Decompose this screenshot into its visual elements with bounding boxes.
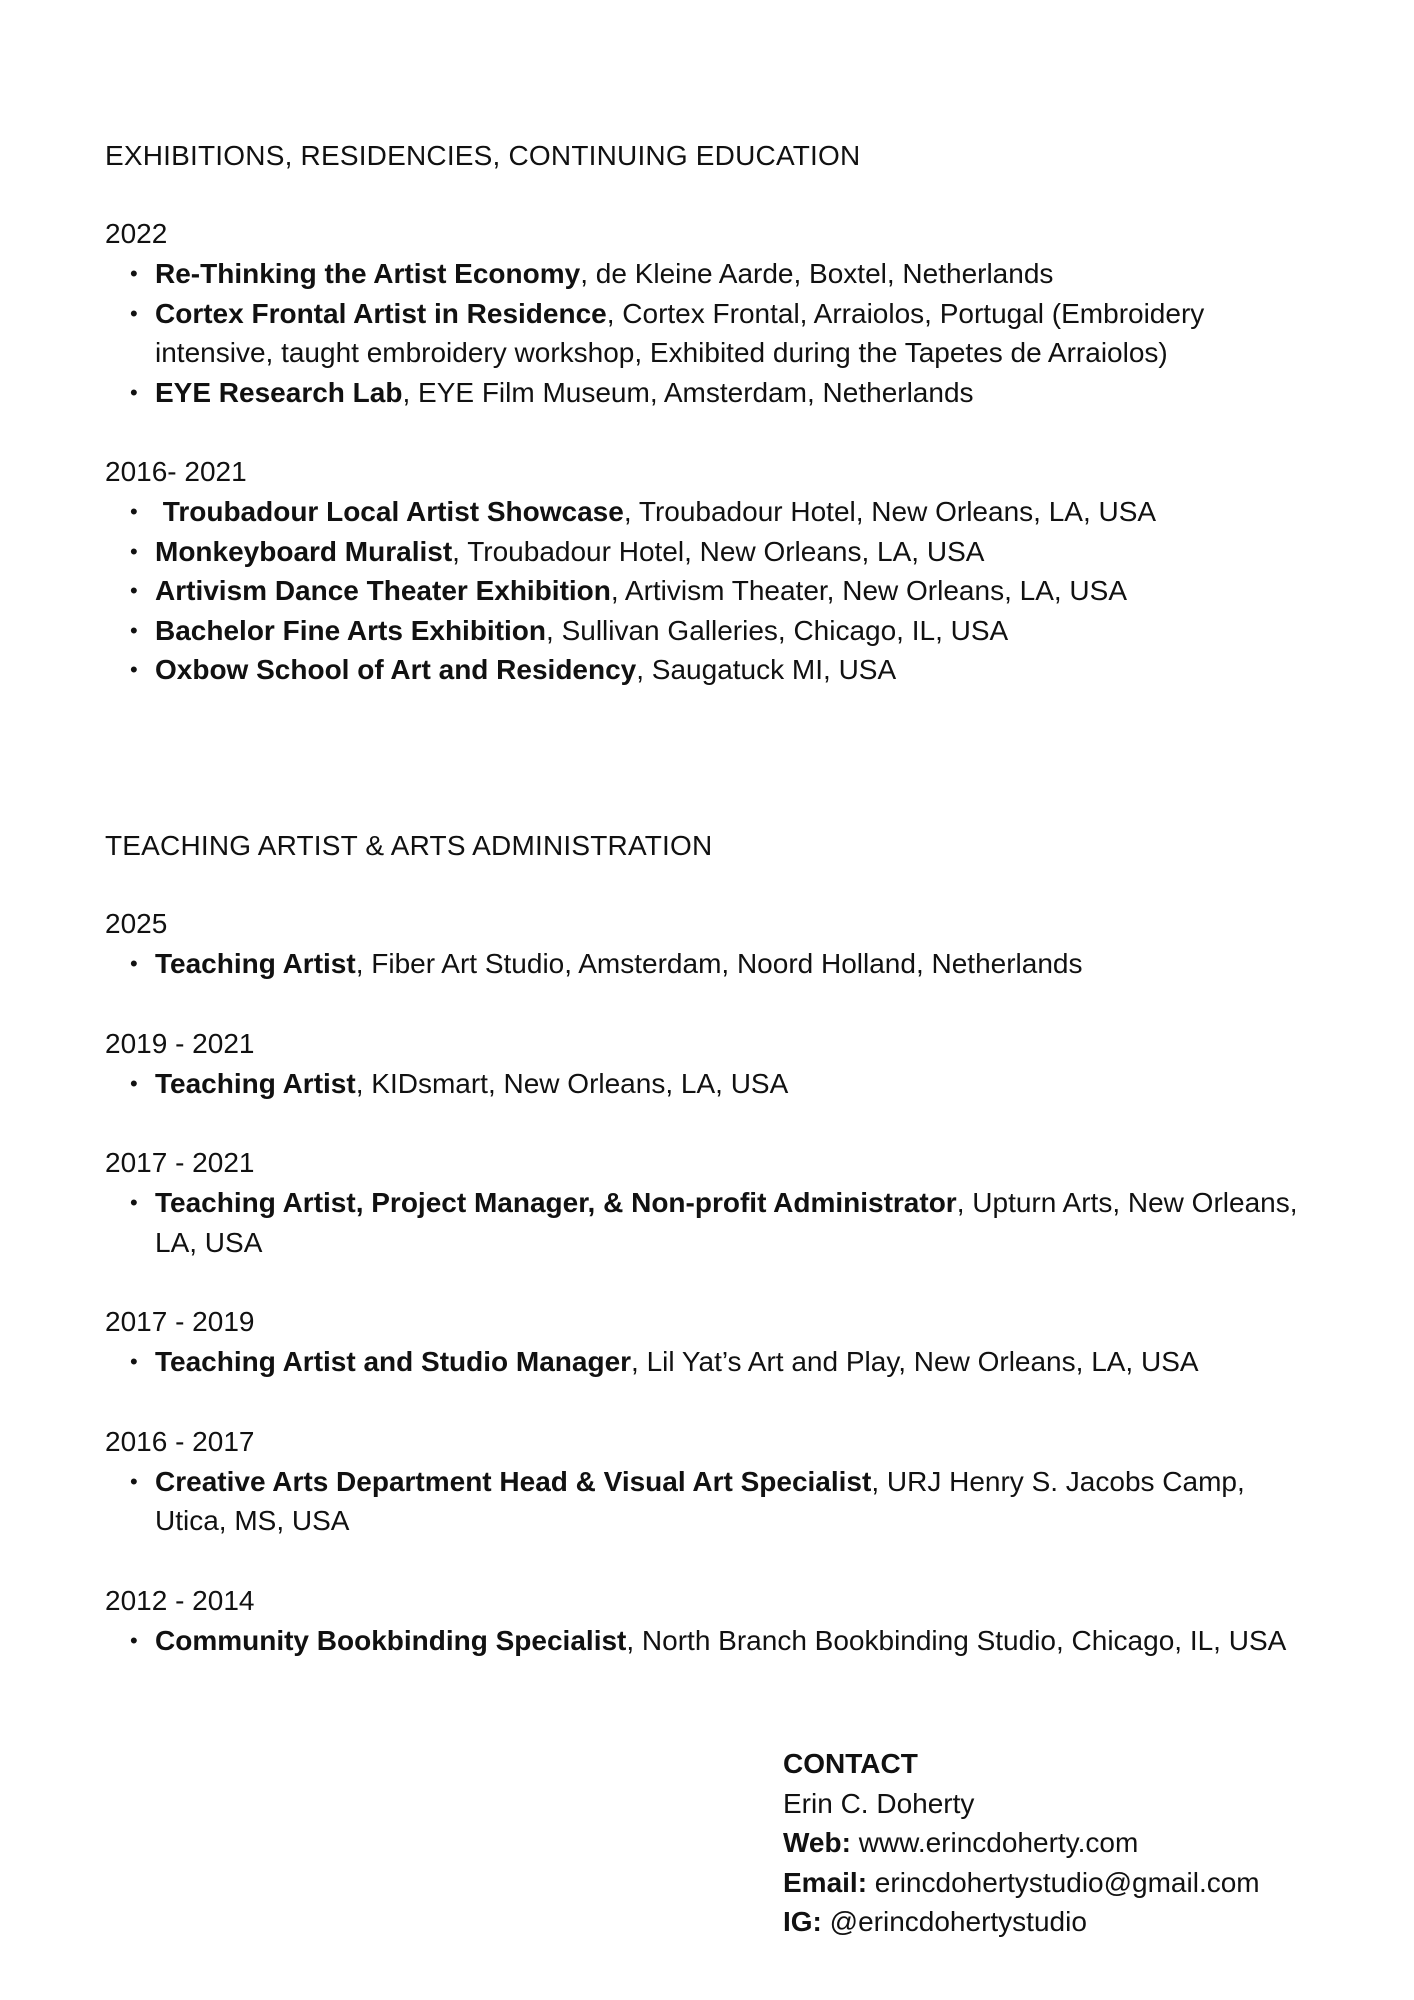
list-item	[155, 611, 1345, 651]
section-exhibitions	[105, 136, 1345, 730]
list-item	[155, 1183, 1345, 1262]
item-details: , Lil Yat’s Art and Play, New Orleans, LA, USA	[631, 1346, 1199, 1377]
list-item	[155, 1064, 1345, 1104]
list-item	[155, 650, 1345, 690]
list-item	[155, 254, 1345, 294]
contact-ig	[783, 1902, 1383, 1942]
item-title: Teaching Artist and Studio Manager	[155, 1346, 632, 1377]
item-title: Re-Thinking the Artist Economy	[155, 258, 581, 289]
item-list	[105, 1183, 1345, 1262]
item-details: , Cortex Frontal, Arraiolos, Portugal (Embroidery intensive, taught embroidery workshop, Exhibited during the Tapetes de Arraiolos)	[155, 297, 1205, 368]
year-label: 2017 - 2021	[105, 1147, 255, 1178]
section-title: EXHIBITIONS, RESIDENCIES, CONTINUING EDUCATION	[105, 140, 861, 171]
item-details: , Troubadour Hotel, New Orleans, LA, USA	[623, 496, 1157, 527]
item-title: Artivism Dance Theater Exhibition	[155, 575, 611, 606]
item-title: Creative Arts Department Head & Visual Art Specialist	[155, 1465, 872, 1497]
item-title: Bachelor Fine Arts Exhibition	[155, 614, 547, 646]
list-item	[155, 944, 1345, 984]
item-details: , Sullivan Galleries, Chicago, IL, USA	[546, 614, 1009, 646]
year-group	[105, 214, 1345, 412]
item-list	[105, 1621, 1345, 1661]
item-title: Community Bookbinding Specialist	[155, 1624, 627, 1656]
year-group	[105, 1422, 1345, 1541]
item-details: , Upturn Arts, New Orleans, LA, USA	[155, 1187, 1298, 1258]
email-link[interactable]: erincdohertystudio@gmail.com	[867, 1866, 1260, 1898]
item-title: Oxbow School of Art and Residency	[155, 654, 637, 685]
item-title: Cortex Frontal Artist in Residence	[155, 297, 607, 329]
list-item	[155, 492, 1345, 532]
item-title: Teaching Artist, Project Manager, & Non-profit Administrator	[155, 1187, 957, 1218]
item-list	[105, 944, 1345, 984]
item-title: Monkeyboard Muralist	[155, 535, 453, 567]
item-list	[105, 492, 1345, 690]
contact-title: CONTACT	[783, 1748, 918, 1779]
year-group	[105, 1143, 1345, 1262]
item-title: Teaching Artist	[155, 948, 356, 979]
list-item	[155, 294, 1345, 373]
year-label: 2025	[105, 908, 168, 939]
item-details: , North Branch Bookbinding Studio, Chicago, IL, USA	[626, 1624, 1287, 1656]
item-details: , de Kleine Aarde, Boxtel, Netherlands	[580, 258, 1054, 289]
item-list	[105, 254, 1345, 412]
item-details: , Artivism Theater, New Orleans, LA, USA	[610, 575, 1128, 606]
year-label: 2016 - 2017	[105, 1425, 255, 1457]
contact-web	[783, 1823, 1383, 1863]
item-details: , Fiber Art Studio, Amsterdam, Noord Holland, Netherlands	[355, 948, 1083, 979]
item-title: Teaching Artist	[155, 1067, 356, 1099]
email-label: Email:	[783, 1866, 868, 1898]
year-group	[105, 452, 1345, 690]
year-label: 2012 - 2014	[105, 1584, 255, 1616]
list-item	[155, 1462, 1345, 1541]
year-group	[105, 1581, 1345, 1661]
item-details: , Saugatuck MI, USA	[636, 654, 897, 685]
ig-label: IG:	[783, 1906, 822, 1937]
item-title: Troubadour Local Artist Showcase	[155, 496, 624, 527]
item-title: EYE Research Lab	[155, 376, 403, 408]
item-list	[105, 1342, 1345, 1382]
ig-handle[interactable]: @erincdohertystudio	[821, 1906, 1087, 1937]
list-item	[155, 571, 1345, 611]
item-details: , EYE Film Museum, Amsterdam, Netherlands	[402, 376, 974, 408]
item-details: , KIDsmart, New Orleans, LA, USA	[355, 1067, 789, 1099]
section-title: TEACHING ARTIST & ARTS ADMINISTRATION	[105, 830, 713, 861]
year-label: 2017 - 2019	[105, 1306, 255, 1337]
web-label: Web:	[783, 1827, 851, 1858]
list-item	[155, 373, 1345, 413]
year-group	[105, 1024, 1345, 1104]
item-details: , URJ Henry S. Jacobs Camp, Utica, MS, USA	[155, 1465, 1245, 1536]
list-item	[155, 532, 1345, 572]
item-details: , Troubadour Hotel, New Orleans, LA, USA	[452, 535, 985, 567]
year-label: 2016- 2021	[105, 456, 247, 487]
web-link[interactable]: www.erincdoherty.com	[850, 1827, 1139, 1858]
year-group	[105, 904, 1345, 984]
item-list	[105, 1462, 1345, 1541]
contact-email	[783, 1863, 1383, 1903]
list-item	[155, 1342, 1345, 1382]
section-teaching	[105, 826, 1345, 1700]
list-item	[155, 1621, 1345, 1661]
year-label: 2019 - 2021	[105, 1027, 255, 1059]
contact-name: Erin C. Doherty	[783, 1787, 975, 1819]
year-label: 2022	[105, 218, 168, 249]
year-group	[105, 1302, 1345, 1382]
contact-block	[783, 1744, 1383, 1942]
item-list	[105, 1064, 1345, 1104]
